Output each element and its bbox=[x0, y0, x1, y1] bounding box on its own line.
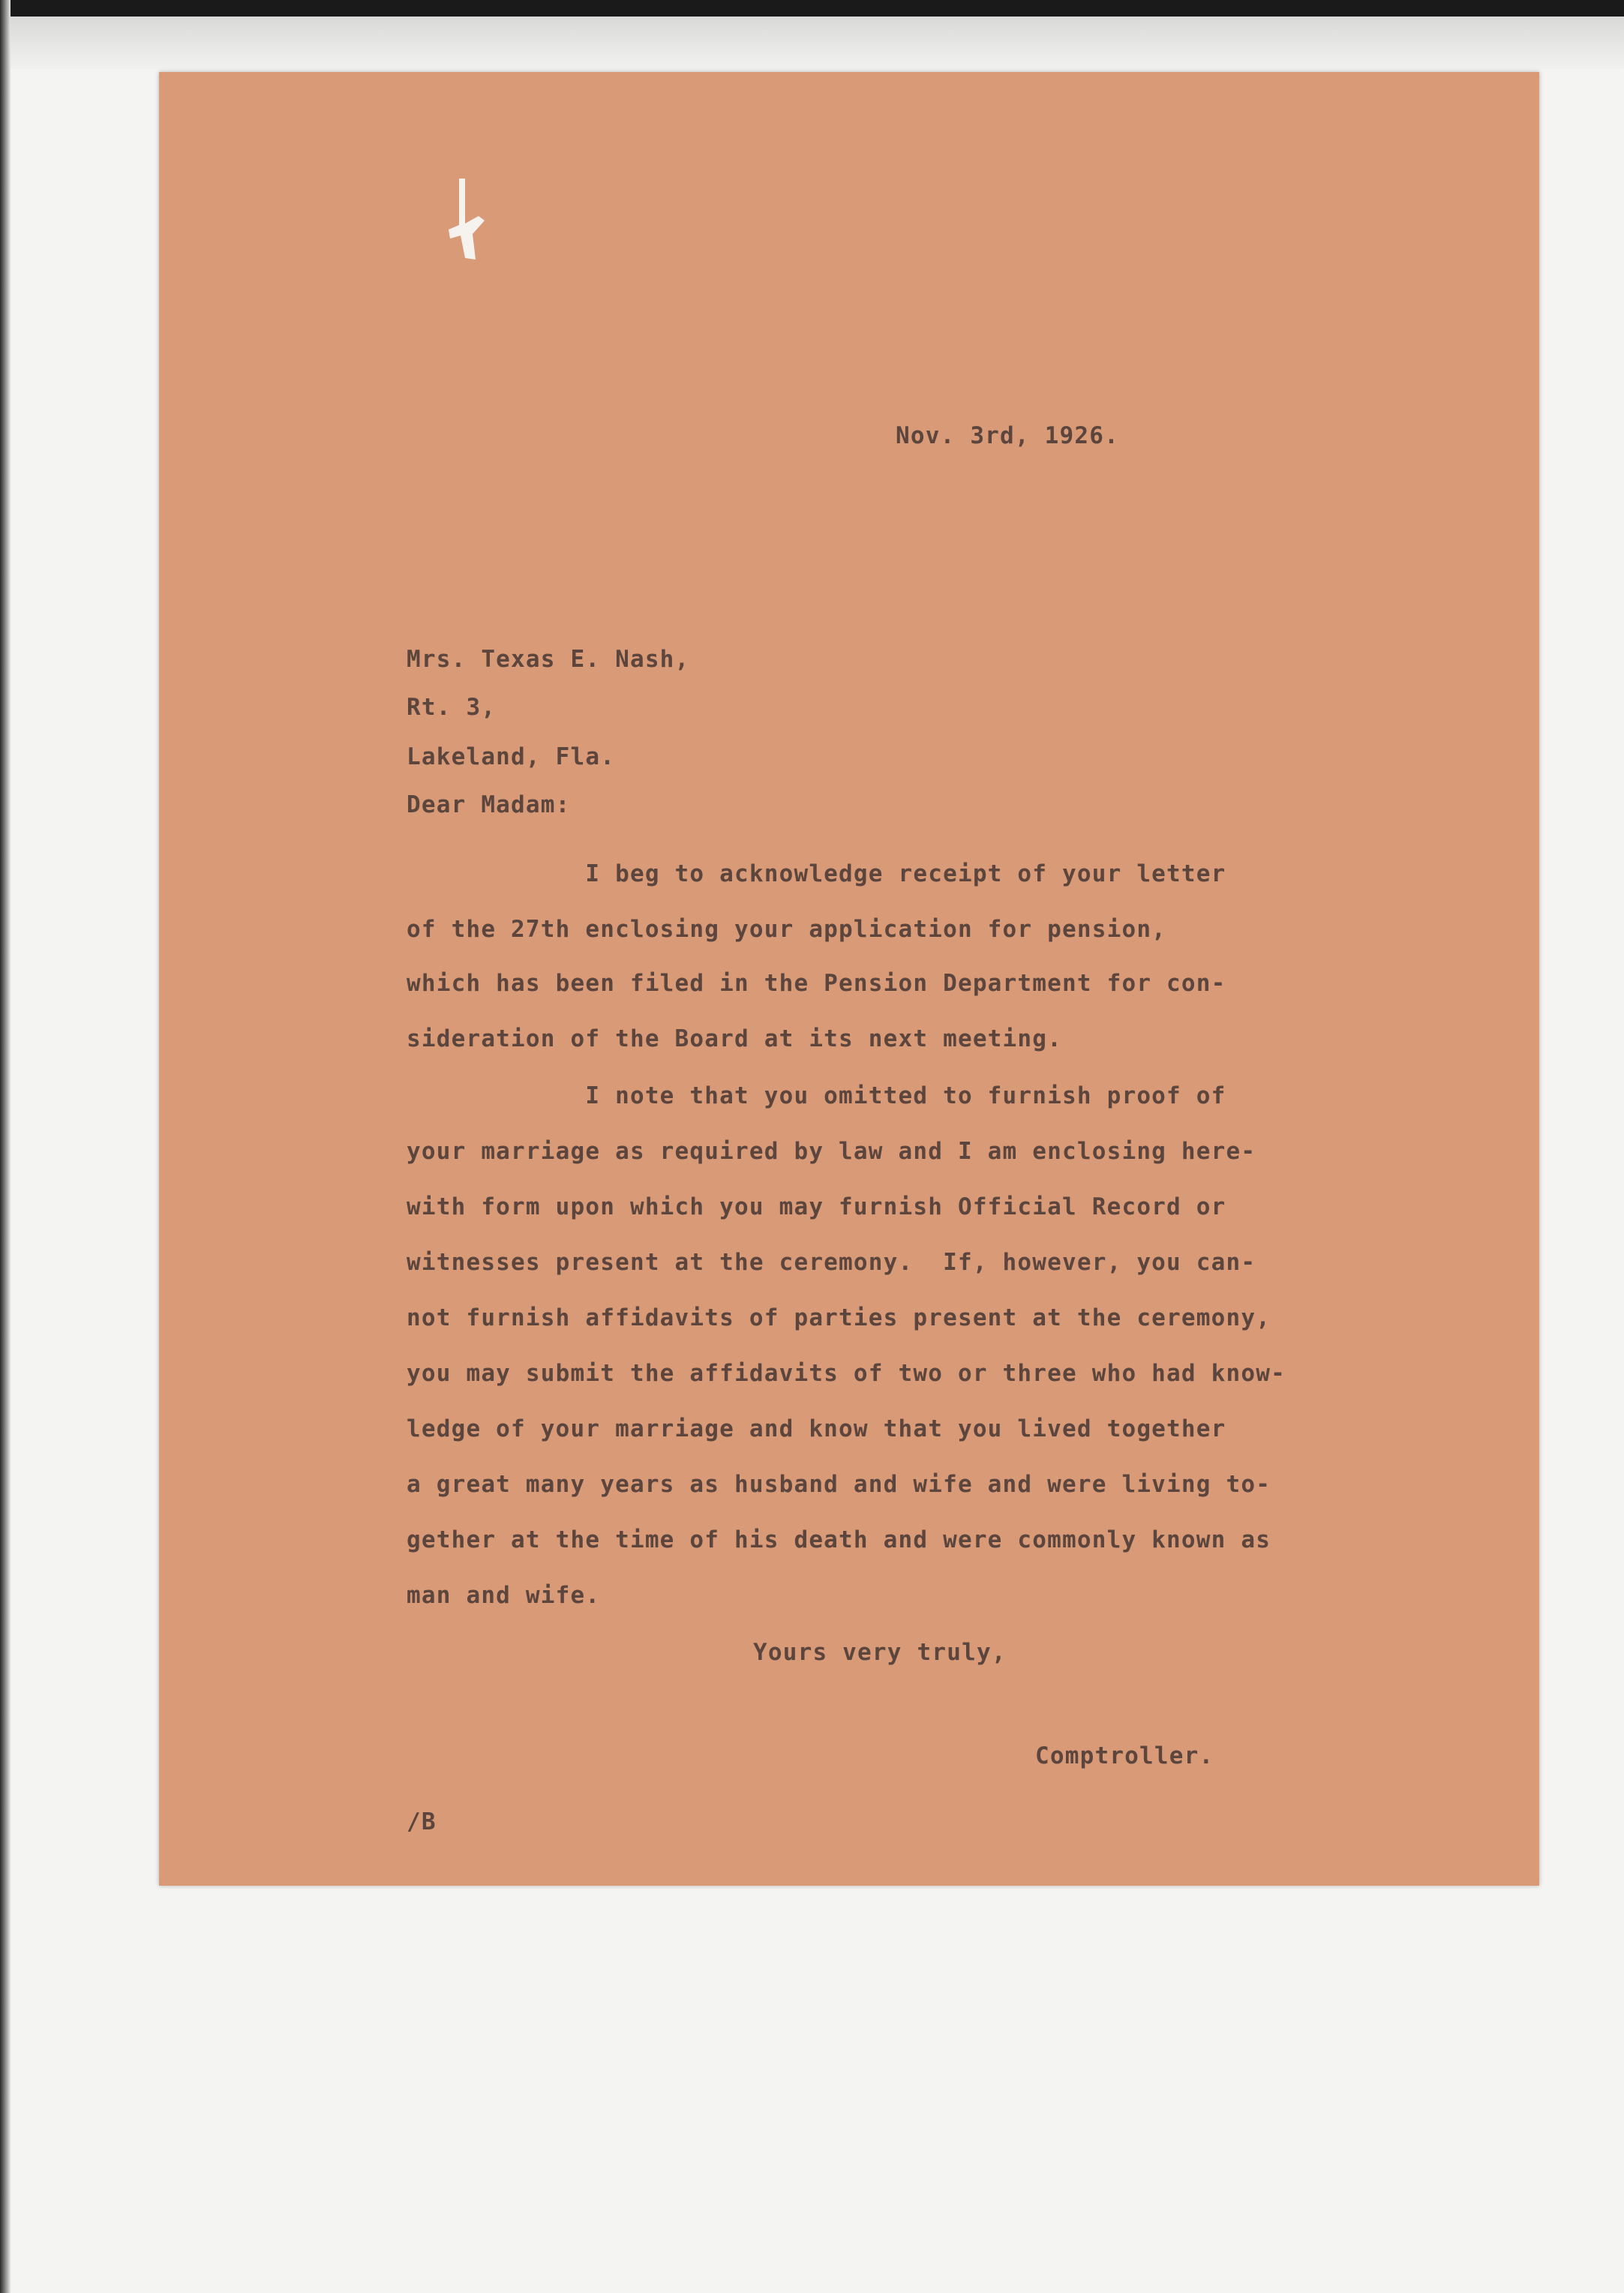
body-line: I beg to acknowledge receipt of your letter bbox=[407, 860, 1226, 887]
address-line-name: Mrs. Texas E. Nash, bbox=[407, 646, 690, 673]
closing: Yours very truly, bbox=[753, 1639, 1007, 1666]
body-line: man and wife. bbox=[407, 1582, 601, 1609]
address-line-route: Rt. 3, bbox=[407, 694, 497, 721]
body-line: a great many years as husband and wife and were living to- bbox=[407, 1471, 1271, 1498]
body-line: I note that you omitted to furnish proof of bbox=[407, 1082, 1226, 1109]
body-line: ledge of your marriage and know that you lived together bbox=[407, 1415, 1226, 1442]
body-line: your marriage as required by law and I am enclosing here- bbox=[407, 1138, 1256, 1165]
body-line: of the 27th enclosing your application for pension, bbox=[407, 916, 1167, 943]
scan-top-gray bbox=[11, 17, 1624, 69]
salutation: Dear Madam: bbox=[407, 791, 571, 818]
scan-left-edge bbox=[0, 0, 11, 2293]
body-line: which has been filed in the Pension Department for con- bbox=[407, 970, 1226, 997]
paper-mark-icon bbox=[443, 171, 495, 269]
body-line: with form upon which you may furnish Official Record or bbox=[407, 1193, 1226, 1220]
body-line: witnesses present at the ceremony. If, however, you can- bbox=[407, 1249, 1256, 1276]
scan-top-band bbox=[0, 0, 1624, 17]
body-line: sideration of the Board at its next meeting. bbox=[407, 1025, 1062, 1052]
signature-title: Comptroller. bbox=[1035, 1742, 1214, 1769]
address-line-city: Lakeland, Fla. bbox=[407, 743, 616, 770]
body-line: you may submit the affidavits of two or three who had know- bbox=[407, 1360, 1286, 1387]
body-line: not furnish affidavits of parties present at the ceremony, bbox=[407, 1304, 1271, 1331]
typist-initials: /B bbox=[407, 1808, 437, 1835]
letter-sheet bbox=[159, 72, 1539, 1886]
body-line: gether at the time of his death and were commonly known as bbox=[407, 1526, 1271, 1553]
letter-date: Nov. 3rd, 1926. bbox=[896, 422, 1119, 449]
